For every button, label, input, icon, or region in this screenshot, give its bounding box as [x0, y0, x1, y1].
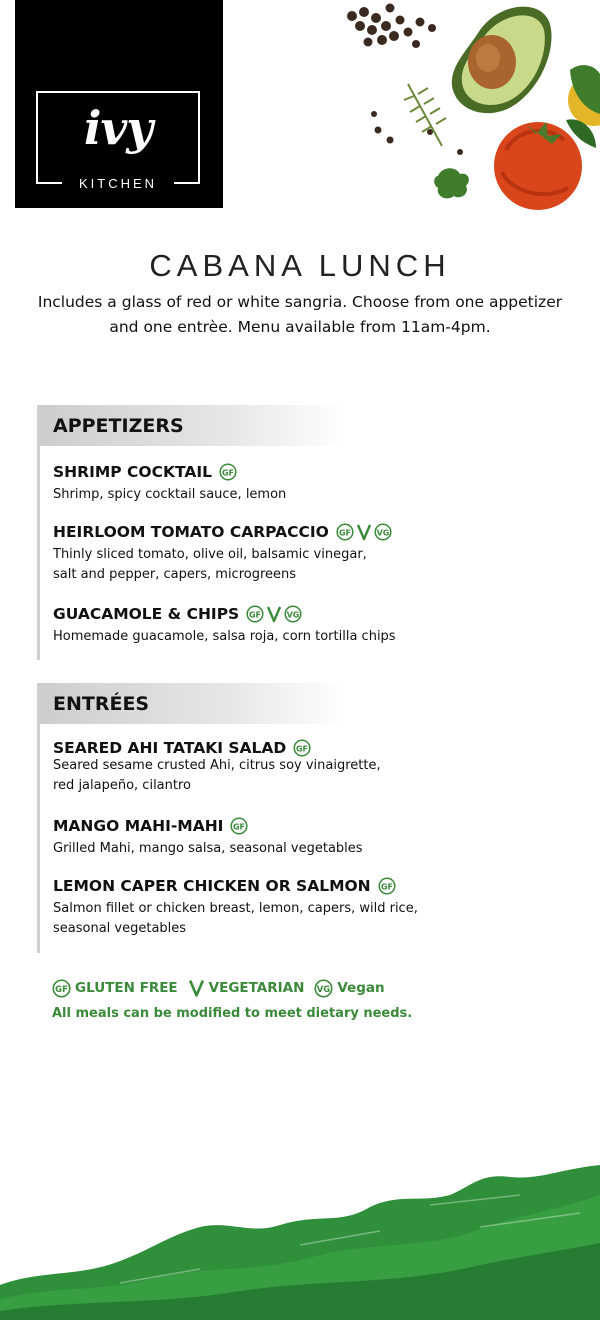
svg-text:GF: GF [221, 468, 234, 478]
svg-text:GF: GF [233, 822, 246, 832]
menu-item [53, 521, 573, 585]
gluten-free-icon [219, 463, 237, 481]
menu-item [53, 603, 573, 647]
dietary-legend [52, 978, 391, 998]
appetizers-section [37, 405, 580, 660]
vegetarian-icon [356, 523, 372, 541]
menu-item-name: HEIRLOOM TOMATO CARPACCIO [53, 523, 329, 541]
legend-vegetarian: VEGETARIAN [208, 980, 305, 996]
gluten-free-icon [293, 739, 311, 757]
menu-item-description: Grilled Mahi, mango salsa, seasonal vegetables [53, 841, 363, 856]
menu-item [53, 461, 573, 505]
svg-text:GF: GF [55, 983, 68, 994]
legend-gluten-free: GLUTEN FREE [75, 980, 178, 996]
svg-text:GF: GF [296, 744, 309, 754]
svg-text:VG: VG [286, 610, 300, 620]
menu-item [53, 737, 573, 796]
vegetarian-icon [266, 605, 282, 623]
menu-item-description: Shrimp, spicy cocktail sauce, lemon [53, 487, 287, 502]
menu-item-description: Salmon fillet or chicken breast, lemon, capers, wild rice, seasonal vegetables [53, 901, 418, 936]
green-brush-decoration [0, 1165, 600, 1320]
svg-text:VG: VG [376, 528, 390, 538]
logo-frame [36, 91, 200, 191]
svg-text:GF: GF [249, 610, 262, 620]
entrees-section [37, 683, 580, 953]
brand-logo [15, 0, 223, 208]
menu-item-name: SHRIMP COCKTAIL [53, 463, 212, 481]
menu-item-name: GUACAMOLE & CHIPS [53, 605, 240, 623]
menu-item-name: SEARED AHI TATAKI SALAD [53, 739, 287, 757]
legend-vegan: Vegan [337, 980, 385, 996]
menu-item-name: LEMON CAPER CHICKEN OR SALMON [53, 877, 371, 895]
gluten-free-icon [378, 877, 396, 895]
appetizers-heading: APPETIZERS [40, 405, 346, 446]
vegan-icon [284, 605, 302, 623]
produce-illustration [330, 0, 600, 222]
menu-item-description: Seared sesame crusted Ahi, citrus soy vinaigrette, red jalapeño, cilantro [53, 758, 381, 793]
logo-word: ivy [84, 101, 152, 155]
menu-item-name: MANGO MAHI-MAHI [53, 817, 224, 835]
gluten-free-icon [336, 523, 354, 541]
svg-text:GF: GF [338, 528, 351, 538]
menu-item-description: Homemade guacamole, salsa roja, corn tortilla chips [53, 629, 396, 644]
dietary-note: All meals can be modified to meet dietary needs. [52, 1006, 413, 1021]
menu-item [53, 875, 573, 939]
vegetarian-icon [188, 978, 205, 998]
vegan-icon [374, 523, 392, 541]
page-title: CABANA LUNCH [149, 248, 451, 283]
vegan-icon [314, 979, 333, 998]
gluten-free-icon [246, 605, 264, 623]
menu-item-description: Thinly sliced tomato, olive oil, balsamic vinegar, salt and pepper, capers, microgreens [53, 547, 367, 582]
entrees-heading: ENTRÉES [40, 683, 346, 724]
svg-text:VG: VG [317, 983, 331, 994]
gluten-free-icon [52, 979, 71, 998]
intro-text: Includes a glass of red or white sangria. Choose from one appetizer and one entrèe. Menu available from 11am-4pm. [37, 293, 563, 336]
logo-subtitle: KITCHEN [78, 176, 158, 191]
svg-text:GF: GF [380, 882, 393, 892]
gluten-free-icon [230, 817, 248, 835]
menu-item [53, 815, 573, 859]
